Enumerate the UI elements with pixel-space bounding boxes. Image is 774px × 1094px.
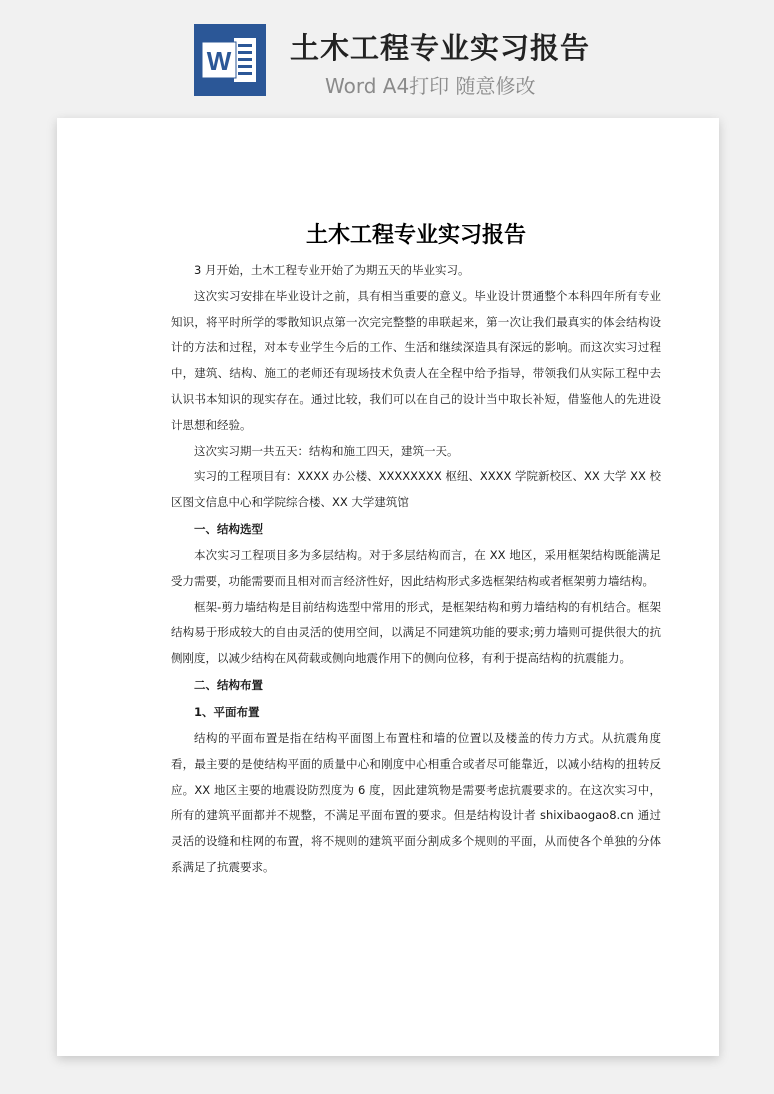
page-subtitle: Word A4打印 随意修改 [325,74,536,98]
document-title: 土木工程专业实习报告 [305,223,526,248]
page-header [0,0,774,118]
document-body [171,258,661,881]
paragraph: 这次实习安排在毕业设计之前，具有相当重要的意义。毕业设计贯通整个本科四年所有专业知识，将平时所学的零散知识点第一次完完整整的串联起来，第一次让我们最真实的体会结构设计的方法和过程，对本专业学生今后的工作、生活和继续深造具有深远的影响。而这次实习过程中，建筑、结构、施工的老师还有现场技术负责人在全程中给予指导，带领我们从实际工程中去认识书本知识的现实存在。通过比较，我们可以在自己的设计当中取长补短，借鉴他人的先进设计思想和经验。 [171,288,661,432]
paragraph: 结构的平面布置是指在结构平面图上布置柱和墙的位置以及楼盖的传力方式。从抗震角度看，最主要的是使结构平面的质量中心和刚度中心相重合或者尽可能靠近，以减小结构的扭转反应。XX 地区主要的地震设防烈度为 6 度，因此建筑物是需要考虑抗震要求的。在这次实习中，所有的建筑平面都并不规整，不满足平面布置的要求。但是结构设计者 shixibaogao8.cn 通过灵活的设缝和柱网的布置，将不规则的建筑平面分割成多个规则的平面，从而使各个单独的分体系满足了抗震要求。 [171,730,661,874]
paragraph: 这次实习期一共五天：结构和施工四天，建筑一天。 [194,443,459,458]
document-page [57,118,719,1056]
watermark [80,443,122,486]
section-heading: 二、结构布置 [194,677,263,692]
section-heading: 1、平面布置 [194,704,260,719]
page-title: 土木工程专业实习报告 [290,31,591,65]
paragraph: 实习的工程项目有：XXXX 办公楼、XXXXXXXX 枢纽、XXXX 学院新校区、XX 大学 XX 校区图文信息中心和学院综合楼、XX 大学建筑馆 [171,469,661,510]
word-icon-letter: W [206,46,232,76]
paragraph: 本次实习工程项目多为多层结构。对于多层结构而言，在 XX 地区，采用框架结构既能满足受力需要，功能需要而且相对而言经济性好，因此结构形式多选框架结构或者框架剪力墙结构。 [171,547,661,588]
section-heading: 一、结构选型 [194,521,263,536]
word-document-icon [194,24,266,96]
paragraph: 框架-剪力墙结构是目前结构选型中常用的形式，是框架结构和剪力墙结构的有机结合。框架结构易于形成较大的自由灵活的使用空间，以满足不同建筑功能的要求;剪力墙则可提供很大的抗侧刚度，以减少结构在风荷载或侧向地震作用下的侧向位移，有利于提高结构的抗震能力。 [171,599,661,666]
paragraph: 3 月开始，土木工程专业开始了为期五天的毕业实习。 [194,263,470,277]
